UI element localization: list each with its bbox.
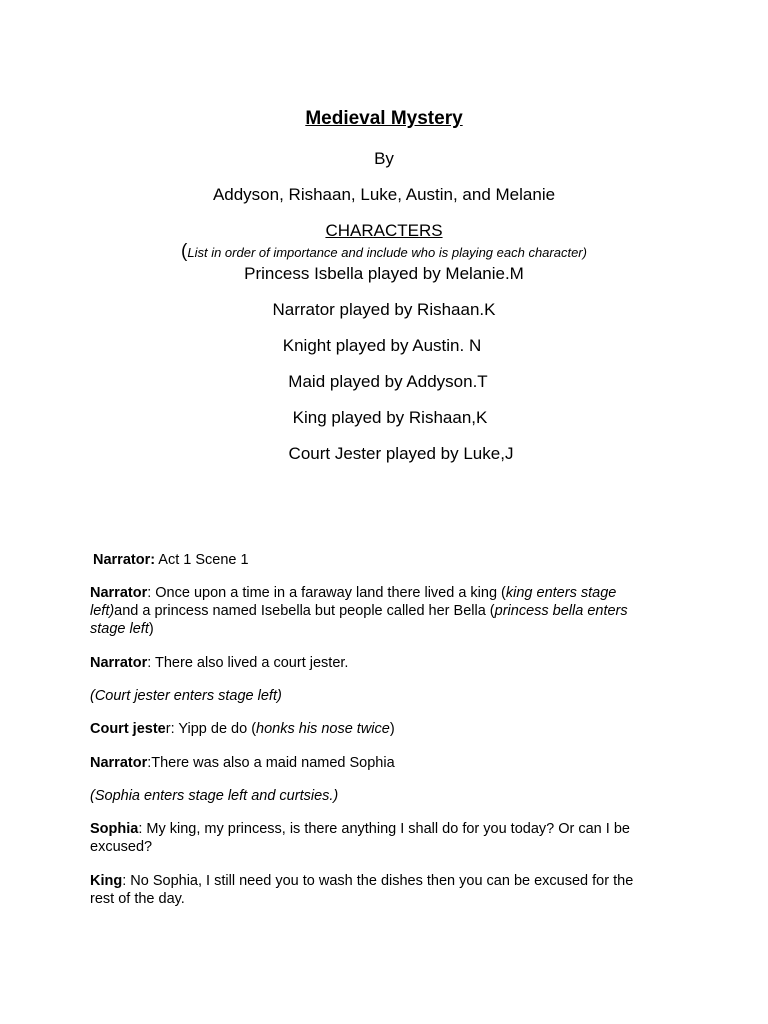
authors-line: Addyson, Rishaan, Luke, Austin, and Melanie [212, 185, 556, 204]
stage-direction: king enters stage left) [90, 585, 617, 619]
speaker-name: Sophia [90, 821, 139, 837]
script-line [90, 754, 660, 772]
dialogue-text: : My king, my princess, is there anything I shall do for you today? Or can I be excused? [90, 821, 630, 855]
speaker-name: King [90, 873, 123, 889]
dialogue-text: r: Yipp de do ( [165, 721, 257, 737]
cast-item-narrator: Narrator played by Rishaan.K [272, 300, 496, 319]
stage-direction: (Sophia enters stage left and curtsies.) [90, 788, 339, 804]
speaker-name: Narrator [90, 655, 148, 671]
script-line [90, 872, 660, 908]
script-line [90, 687, 660, 705]
characters-heading: CHARACTERS [325, 221, 443, 240]
script-line [90, 820, 660, 856]
stage-direction: princess bella enters stage left [90, 603, 628, 637]
stage-direction: honks his nose twice [256, 721, 390, 737]
dialogue-text: : No Sophia, I still need you to wash the dishes then you can be excused for the rest of the day. [90, 873, 634, 907]
cast-item-jester: Court Jester played by Luke,J [288, 444, 514, 463]
speaker-name: Narrator: [93, 552, 156, 568]
dialogue-text: ) [389, 721, 395, 737]
characters-note-open-paren: ( [181, 241, 188, 262]
dialogue-text: and a princess named Isebella but people called her Bella ( [114, 603, 495, 619]
stage-direction: (Court jester enters stage left) [90, 688, 282, 704]
script-line [90, 584, 660, 638]
characters-note [0, 242, 768, 263]
script-line [93, 551, 663, 569]
dialogue-text: ) [148, 621, 154, 637]
cast-item-knight: Knight played by Austin. N [282, 336, 482, 355]
dialogue-text: : Once upon a time in a faraway land there lived a king ( [147, 585, 506, 601]
characters-note-text: List in order of importance and include who is playing each character) [187, 245, 587, 260]
speaker-name: Narrator [90, 755, 148, 771]
speaker-name: Narrator [90, 585, 148, 601]
script-line [90, 720, 660, 738]
speaker-name: Court jeste [90, 721, 166, 737]
cast-item-princess: Princess Isbella played by Melanie.M [244, 264, 524, 283]
script-line [90, 787, 660, 805]
cast-item-king: King played by Rishaan,K [292, 408, 488, 427]
script-line [90, 654, 660, 672]
cast-item-maid: Maid played by Addyson.T [288, 372, 488, 391]
dialogue-text: Act 1 Scene 1 [155, 552, 249, 568]
by-label: By [374, 149, 394, 168]
page-title: Medieval Mystery [305, 108, 463, 129]
dialogue-text: : There also lived a court jester. [147, 655, 349, 671]
dialogue-text: :There was also a maid named Sophia [147, 755, 395, 771]
